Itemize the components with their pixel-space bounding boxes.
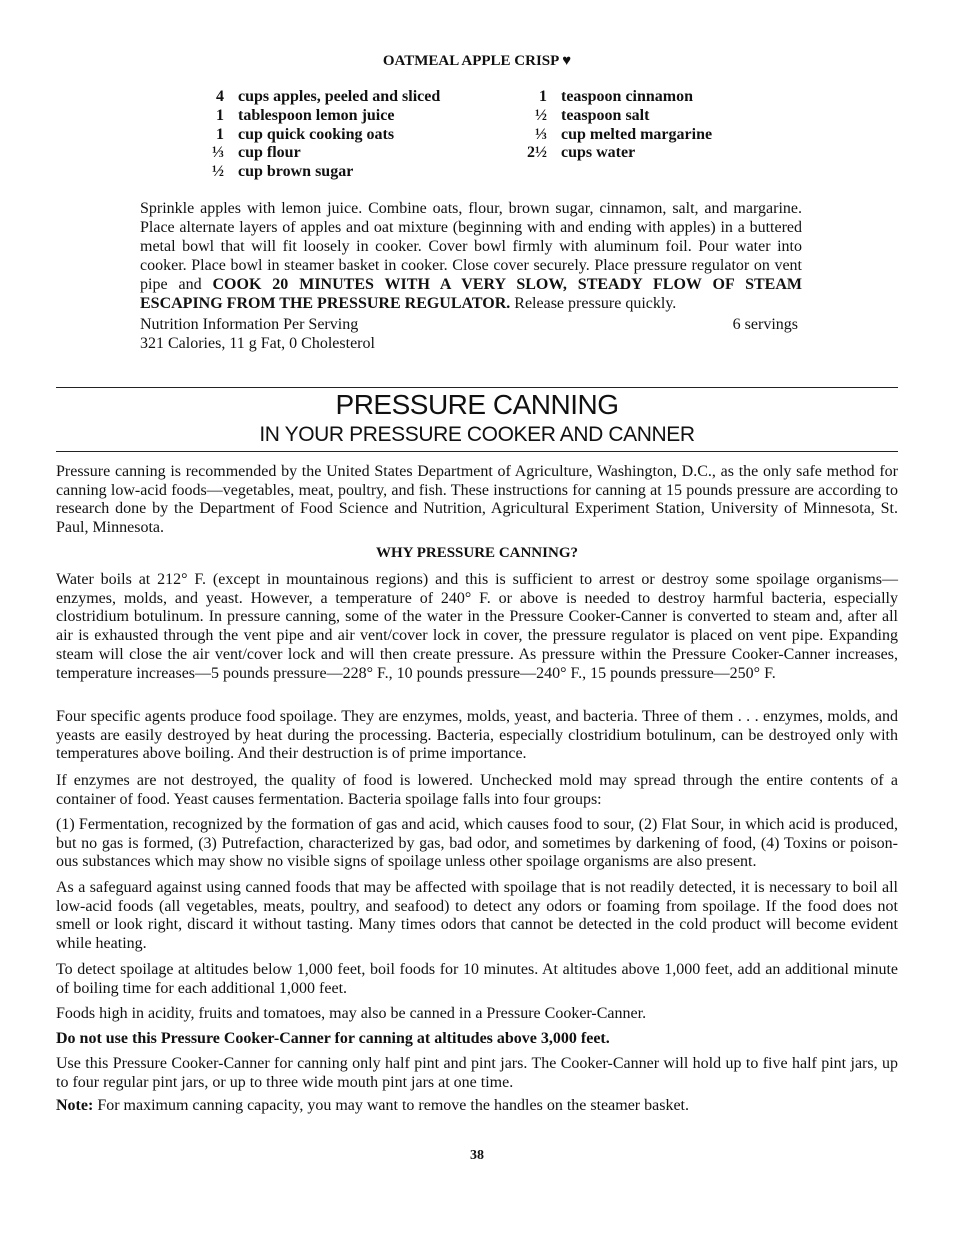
section-rule-bottom: [56, 451, 898, 452]
paragraph-5: As a safeguard against using canned foods that may be affected with spoilage that is not readily detected, it is necessary to boil all low-acid foods (all vegetables, meats, poultry, and seafood) to detect any odors or foaming from spoilage. If the food does not smell or look right, discard it without tasting. Many times odors that cannot be detected in the cold product will become evident while heating.: [56, 879, 898, 953]
ingredient-item: cup flour: [238, 144, 301, 161]
recipe-instructions: [140, 199, 802, 313]
ingredient-row: [510, 143, 636, 162]
section-rule-top: [56, 387, 898, 388]
nutrition-info: [140, 315, 798, 353]
ingredient-row: [510, 106, 650, 125]
paragraph-9: Use this Pressure Cooker-Canner for canning only half pint and pint jars. The Cooker-Canner will hold up to five half pint jars, up to four regular pint jars, or up to three wide mouth pint jars at one time.: [56, 1055, 898, 1091]
ingredient-item: tablespoon lemon juice: [238, 107, 395, 124]
ingredient-item: cup melted margarine: [561, 126, 713, 143]
section-title: PRESSURE CANNING: [335, 389, 619, 420]
ingredient-item: cup brown sugar: [238, 163, 354, 180]
ingredient-item: teaspoon cinnamon: [561, 88, 694, 105]
paragraph-7: Foods high in acidity, fruits and tomatoes, may also be canned in a Pressure Cooker-Canner.: [56, 1005, 647, 1022]
note-paragraph: [56, 1097, 898, 1116]
paragraph-3: If enzymes are not destroyed, the quality of food is lowered. Unchecked mold may spread through the entire contents of a container of food. Yeast causes fermentation. Bacteria spoilage falls into four groups:: [56, 772, 898, 808]
paragraph-2: Four specific agents produce food spoilage. They are enzymes, molds, yeast, and bacteria. Three of them . . . enzymes, molds, and yeasts are easily destroyed by heat during the processing. Bacteria, especially clostridium botulinum, can be destroyed only with temperatures above boiling. And their destruction is of prime importance.: [56, 708, 898, 763]
page-number: 38: [470, 1148, 484, 1163]
note-label: Note:: [56, 1097, 94, 1114]
ingredient-item: cups water: [561, 144, 636, 161]
ingredient-item: teaspoon salt: [561, 107, 650, 124]
nutrition-label: Nutrition Information Per Serving: [140, 316, 359, 333]
ingredient-row: [200, 87, 441, 106]
ingredient-row: [200, 143, 301, 162]
why-heading: WHY PRESSURE CANNING?: [376, 545, 578, 561]
ingredient-qty: ⅓: [535, 126, 547, 143]
instructions-text: Sprinkle apples with lemon juice. Combine oats, flour, brown sugar, cinnamon, salt, and margarine. Place alternate layers of apples and oat mixture (beginning with and ending with apples) in a buttered metal bowl that will fit loosely in cooker. Cover bowl firmly with aluminum foil. Pour water into cooker. Place bowl in steamer basket in cooker. Close cover securely. Place pressure regulator on vent pipe and: [140, 200, 802, 293]
ingredient-qty: 2½: [527, 144, 547, 161]
ingredient-qty: ½: [212, 163, 224, 180]
ingredient-row: [510, 125, 713, 144]
paragraph-6: To detect spoilage at altitudes below 1,000 feet, boil foods for 10 minutes. At altitudes above 1,000 feet, add an additional minute of boiling time for each additional 1,000 feet.: [56, 961, 898, 997]
ingredient-row: [200, 162, 354, 181]
intro-paragraph: Pressure canning is recommended by the United States Department of Agriculture, Washington, D.C., as the only safe method for canning low-acid foods—vegetables, meat, poultry, and fish. These instructions for canning at 15 pounds pressure are according to research done by the Department of Food Science and Nutrition, Agricultural Experiment Station, University of Minnesota, St. Paul, Minnesota.: [56, 463, 898, 537]
ingredient-qty: 1: [216, 107, 224, 124]
section-subtitle: IN YOUR PRESSURE COOKER AND CANNER: [259, 423, 695, 446]
altitude-warning: Do not use this Pressure Cooker-Canner for canning at altitudes above 3,000 feet.: [56, 1030, 610, 1047]
ingredient-qty: 1: [539, 88, 547, 105]
ingredient-row: [200, 106, 395, 125]
ingredient-qty: ⅓: [212, 144, 224, 161]
nutrition-values: 321 Calories, 11 g Fat, 0 Cholesterol: [140, 335, 375, 352]
note-text: For maximum canning capacity, you may want to remove the handles on the steamer basket.: [97, 1097, 689, 1114]
ingredient-qty: 4: [216, 88, 224, 105]
ingredient-row: [510, 87, 694, 106]
paragraph-1: Water boils at 212° F. (except in mountainous regions) and this is sufficient to arrest or destroy some spoilage organisms—enzymes, molds, and yeast. However, a temperature of 240° F. or above is needed to destroy harmful bacteria, especially clostridium botulinum. In pressure canning, some of the water in the Pressure Cooker-Canner is converted to steam and, after all air is exhausted through the vent pipe and air vent/cover lock in cover, the pressure regulator is placed on vent pipe. Expanding steam will close the air vent/cover lock and will then create pressure. As pressure within the Pressure Cooker-Canner increases, temperature increases—5 pounds pressure—228° F., 10 pounds pressure—240° F., 15 pounds pressure—250° F.: [56, 571, 898, 682]
servings: 6 servings: [732, 316, 798, 333]
ingredient-qty: ½: [535, 107, 547, 124]
recipe-title: OATMEAL APPLE CRISP ♥: [382, 53, 572, 69]
ingredient-qty: 1: [216, 126, 224, 143]
paragraph-4: (1) Fermentation, recognized by the formation of gas and acid, which causes food to sour, (2) Flat Sour, in which acid is produced, but no gas is formed, (3) Putrefaction, characterized by gas, bad odor, and sometimes by darkening of food, (4) Toxins or poison-ous substances which may show no visible signs of spoilage unless other spoilage organisms are also present.: [56, 816, 898, 871]
ingredient-item: cup quick cooking oats: [238, 126, 395, 143]
instructions-end-text: Release pressure quickly.: [514, 295, 677, 312]
instructions-bold-text: COOK 20 MINUTES WITH A VERY SLOW, STEADY FLOW OF STEAM ESCAPING FROM THE PRESSURE REGULATOR.: [140, 276, 802, 312]
ingredient-row: [200, 125, 395, 144]
ingredient-item: cups apples, peeled and sliced: [238, 88, 441, 105]
